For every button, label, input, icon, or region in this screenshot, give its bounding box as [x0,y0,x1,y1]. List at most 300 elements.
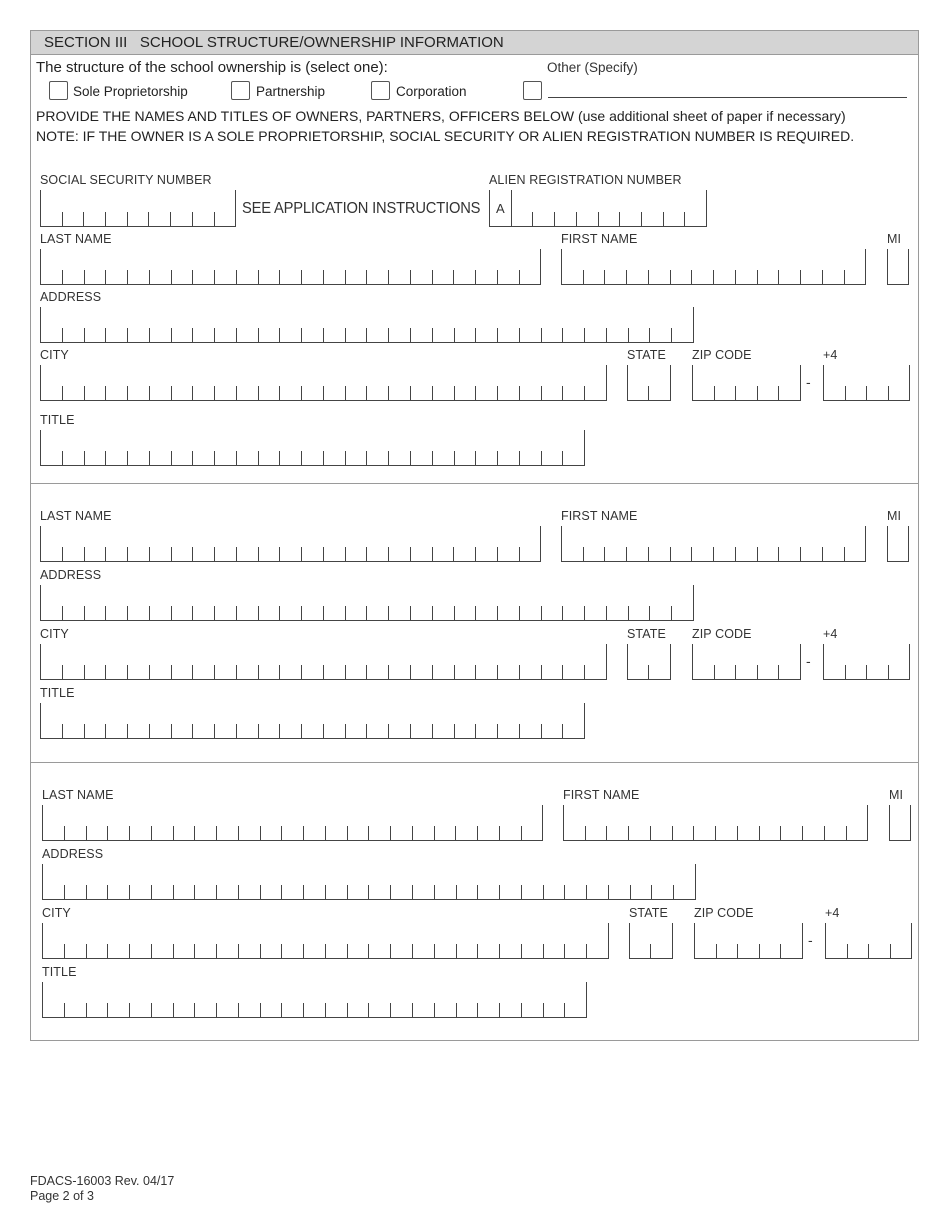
char-box[interactable] [237,644,259,679]
char-box[interactable] [369,923,391,958]
char-box[interactable] [174,805,196,840]
char-box[interactable] [715,365,737,400]
char-box[interactable] [128,307,150,342]
char-box[interactable] [520,644,542,679]
char-box[interactable] [282,805,304,840]
char-box[interactable] [631,864,653,899]
char-box[interactable] [85,703,107,738]
char-box[interactable] [389,430,411,465]
char-box[interactable] [542,430,564,465]
char-box[interactable] [193,430,215,465]
char-box[interactable] [692,249,714,284]
char-box[interactable] [533,190,555,226]
char-box[interactable] [85,526,107,561]
owner1-last-name-input[interactable] [40,249,541,285]
char-box[interactable] [128,703,150,738]
char-box[interactable] [520,703,542,738]
char-box[interactable] [476,365,498,400]
char-box[interactable] [302,585,324,620]
char-box[interactable] [326,923,348,958]
char-box[interactable] [845,526,867,561]
char-box[interactable] [195,864,217,899]
char-box[interactable] [672,307,694,342]
char-box[interactable] [152,864,174,899]
owner1-mi-input[interactable] [887,249,909,285]
char-box[interactable] [758,249,780,284]
char-box[interactable] [435,982,457,1017]
char-box[interactable] [584,249,606,284]
owner1-address-input[interactable] [40,307,694,343]
owner2-state-input[interactable] [627,644,671,680]
char-box[interactable] [259,526,281,561]
char-box[interactable] [84,190,106,226]
char-box[interactable] [172,526,194,561]
char-box[interactable] [172,307,194,342]
char-box[interactable] [282,864,304,899]
char-box[interactable] [150,526,172,561]
char-box[interactable] [587,923,609,958]
char-box[interactable] [544,923,566,958]
char-box[interactable] [389,703,411,738]
char-box[interactable] [85,365,107,400]
char-box[interactable] [779,249,801,284]
char-box[interactable] [215,526,237,561]
char-box[interactable] [302,703,324,738]
char-box[interactable] [522,864,544,899]
char-box[interactable] [563,703,585,738]
char-box[interactable] [607,585,629,620]
char-box[interactable] [642,190,664,226]
corporation-checkbox[interactable] [371,81,390,100]
char-box[interactable] [217,864,239,899]
char-box[interactable] [87,923,109,958]
char-box[interactable] [280,703,302,738]
char-box[interactable] [87,982,109,1017]
char-box[interactable] [587,864,609,899]
char-box[interactable] [346,644,368,679]
char-box[interactable] [478,805,500,840]
char-box[interactable] [564,805,586,840]
char-box[interactable] [193,190,215,226]
char-box[interactable] [389,526,411,561]
char-box[interactable] [389,365,411,400]
char-box[interactable] [259,430,281,465]
char-box[interactable] [87,864,109,899]
char-box[interactable] [455,430,477,465]
char-box[interactable] [692,526,714,561]
char-box[interactable] [389,307,411,342]
owner3-zip-input[interactable] [694,923,803,959]
char-box[interactable] [627,526,649,561]
char-box[interactable] [85,585,107,620]
char-box[interactable] [758,526,780,561]
char-box[interactable] [411,644,433,679]
char-box[interactable] [478,923,500,958]
char-box[interactable] [367,585,389,620]
char-box[interactable] [498,307,520,342]
char-box[interactable] [41,307,63,342]
char-box[interactable] [433,430,455,465]
char-box[interactable] [348,864,370,899]
char-box[interactable] [302,644,324,679]
char-box[interactable] [261,805,283,840]
char-box[interactable] [259,307,281,342]
char-box[interactable] [304,923,326,958]
char-box[interactable] [367,430,389,465]
char-box[interactable] [599,190,621,226]
char-box[interactable] [282,982,304,1017]
char-box[interactable] [63,190,85,226]
char-box[interactable] [455,703,477,738]
char-box[interactable] [172,430,194,465]
char-box[interactable] [478,864,500,899]
char-box[interactable] [174,923,196,958]
char-box[interactable] [391,982,413,1017]
char-box[interactable] [627,249,649,284]
char-box[interactable] [694,805,716,840]
alien-number-input[interactable] [489,190,707,227]
char-box[interactable] [585,644,607,679]
char-box[interactable] [259,585,281,620]
char-box[interactable] [106,190,128,226]
owner3-title-input[interactable] [42,982,587,1018]
char-box[interactable] [130,982,152,1017]
char-box[interactable] [41,430,63,465]
char-box[interactable] [478,982,500,1017]
char-box[interactable] [629,307,651,342]
char-box[interactable] [542,365,564,400]
char-box[interactable] [367,249,389,284]
char-box[interactable] [498,526,520,561]
owner1-plus4-input[interactable] [823,365,910,401]
char-box[interactable] [801,526,823,561]
owner1-city-input[interactable] [40,365,607,401]
char-box[interactable] [348,923,370,958]
char-box[interactable] [65,864,87,899]
char-box[interactable] [542,703,564,738]
char-box[interactable] [562,249,584,284]
other-checkbox[interactable] [523,81,542,100]
char-box[interactable] [563,365,585,400]
owner1-first-name-input[interactable] [561,249,866,285]
char-box[interactable] [498,644,520,679]
owner2-last-name-input[interactable] [40,526,541,562]
char-box[interactable] [736,644,758,679]
char-box[interactable] [195,923,217,958]
char-box[interactable] [522,923,544,958]
char-box[interactable] [585,307,607,342]
char-box[interactable] [43,923,65,958]
char-box[interactable] [714,249,736,284]
char-box[interactable] [63,249,85,284]
char-box[interactable] [433,526,455,561]
char-box[interactable] [542,644,564,679]
char-box[interactable] [389,585,411,620]
char-box[interactable] [671,526,693,561]
char-box[interactable] [801,249,823,284]
char-box[interactable] [193,307,215,342]
char-box[interactable] [41,190,63,226]
char-box[interactable] [498,365,520,400]
char-box[interactable] [128,644,150,679]
char-box[interactable] [261,982,283,1017]
char-box[interactable] [649,365,670,400]
char-box[interactable] [563,585,585,620]
char-box[interactable] [736,526,758,561]
owner2-mi-input[interactable] [887,526,909,562]
char-box[interactable] [824,365,846,400]
char-box[interactable] [520,307,542,342]
char-box[interactable] [454,249,476,284]
char-box[interactable] [454,526,476,561]
char-box[interactable] [150,365,172,400]
char-box[interactable] [193,585,215,620]
char-box[interactable] [193,249,215,284]
char-box[interactable] [41,365,63,400]
char-box[interactable] [367,365,389,400]
char-box[interactable] [649,526,671,561]
char-box[interactable] [346,365,368,400]
owner3-last-name-input[interactable] [42,805,543,841]
char-box[interactable] [367,526,389,561]
char-box[interactable] [215,644,237,679]
char-box[interactable] [41,703,63,738]
char-box[interactable] [193,703,215,738]
char-box[interactable] [498,249,520,284]
owner2-address-input[interactable] [40,585,694,621]
char-box[interactable] [520,526,542,561]
char-box[interactable] [846,644,868,679]
char-box[interactable] [562,526,584,561]
char-box[interactable] [433,644,455,679]
owner1-state-input[interactable] [627,365,671,401]
char-box[interactable] [652,864,674,899]
char-box[interactable] [324,585,346,620]
char-box[interactable] [128,526,150,561]
char-box[interactable] [41,249,63,284]
char-box[interactable] [389,249,411,284]
char-box[interactable] [411,585,433,620]
owner2-city-input[interactable] [40,644,607,680]
char-box[interactable] [629,805,651,840]
char-box[interactable] [128,365,150,400]
char-box[interactable] [280,585,302,620]
char-box[interactable] [476,307,498,342]
char-box[interactable] [779,644,801,679]
char-box[interactable] [130,864,152,899]
char-box[interactable] [346,703,368,738]
char-box[interactable] [324,644,346,679]
char-box[interactable] [824,644,846,679]
char-box[interactable] [456,805,478,840]
char-box[interactable] [195,982,217,1017]
char-box[interactable] [106,249,128,284]
char-box[interactable] [171,190,193,226]
char-box[interactable] [63,526,85,561]
char-box[interactable] [889,644,911,679]
char-box[interactable] [520,365,542,400]
char-box[interactable] [433,249,455,284]
char-box[interactable] [715,644,737,679]
char-box[interactable] [237,703,259,738]
char-box[interactable] [280,526,302,561]
char-box[interactable] [85,430,107,465]
char-box[interactable] [106,644,128,679]
char-box[interactable] [736,365,758,400]
char-box[interactable] [65,982,87,1017]
char-box[interactable] [433,307,455,342]
char-box[interactable] [650,585,672,620]
char-box[interactable] [760,923,782,958]
char-box[interactable] [217,982,239,1017]
char-box[interactable] [585,585,607,620]
char-box[interactable] [128,585,150,620]
char-box[interactable] [500,982,522,1017]
char-box[interactable] [172,249,194,284]
char-box[interactable] [649,644,670,679]
owner3-state-input[interactable] [629,923,673,959]
char-box[interactable] [150,703,172,738]
char-box[interactable] [324,307,346,342]
char-box[interactable] [63,365,85,400]
char-box[interactable] [108,805,130,840]
char-box[interactable] [259,644,281,679]
owner1-zip-input[interactable] [692,365,801,401]
char-box[interactable] [369,805,391,840]
char-box[interactable] [41,644,63,679]
char-box[interactable] [215,307,237,342]
char-box[interactable] [302,249,324,284]
char-box[interactable] [304,982,326,1017]
char-box[interactable] [215,585,237,620]
char-box[interactable] [411,526,433,561]
char-box[interactable] [106,526,128,561]
char-box[interactable] [193,365,215,400]
char-box[interactable] [128,430,150,465]
char-box[interactable] [457,982,479,1017]
char-box[interactable] [476,430,498,465]
char-box[interactable] [781,805,803,840]
char-box[interactable] [476,249,498,284]
char-box[interactable] [391,864,413,899]
char-box[interactable] [628,644,649,679]
char-box[interactable] [693,644,715,679]
char-box[interactable] [544,864,566,899]
char-box[interactable] [565,982,587,1017]
char-box[interactable] [500,864,522,899]
char-box[interactable] [172,703,194,738]
char-box[interactable] [846,365,868,400]
char-box[interactable] [150,644,172,679]
char-box[interactable] [261,864,283,899]
char-box[interactable] [498,585,520,620]
char-box[interactable] [476,585,498,620]
char-box[interactable] [85,644,107,679]
char-box[interactable] [760,805,782,840]
char-box[interactable] [457,864,479,899]
char-box[interactable] [302,430,324,465]
char-box[interactable] [544,982,566,1017]
char-box[interactable] [628,365,649,400]
char-box[interactable] [237,249,259,284]
sole-proprietorship-checkbox[interactable] [49,81,68,100]
char-box[interactable] [106,703,128,738]
char-box[interactable] [367,644,389,679]
char-box[interactable] [738,805,760,840]
char-box[interactable] [584,526,606,561]
char-box[interactable] [867,365,889,400]
char-box[interactable] [457,923,479,958]
char-box[interactable] [605,526,627,561]
char-box[interactable] [555,190,577,226]
char-box[interactable] [128,190,150,226]
char-box[interactable] [261,923,283,958]
ssn-input[interactable] [40,190,236,227]
char-box[interactable] [435,805,457,840]
char-box[interactable] [152,982,174,1017]
char-box[interactable] [215,249,237,284]
char-box[interactable] [586,805,608,840]
char-box[interactable] [174,864,196,899]
char-box[interactable] [324,365,346,400]
char-box[interactable] [888,526,909,561]
char-box[interactable] [237,365,259,400]
char-box[interactable] [215,703,237,738]
char-box[interactable] [890,805,911,840]
char-box[interactable] [685,190,707,226]
char-box[interactable] [563,430,585,465]
char-box[interactable] [172,365,194,400]
char-box[interactable] [174,982,196,1017]
char-box[interactable] [280,430,302,465]
char-box[interactable] [237,430,259,465]
char-box[interactable] [826,923,848,958]
char-box[interactable] [455,644,477,679]
char-box[interactable] [803,805,825,840]
char-box[interactable] [825,805,847,840]
char-box[interactable] [455,585,477,620]
char-box[interactable] [43,982,65,1017]
char-box[interactable] [369,864,391,899]
char-box[interactable] [217,923,239,958]
char-box[interactable] [476,526,498,561]
char-box[interactable] [781,923,803,958]
char-box[interactable] [217,805,239,840]
owner2-zip-input[interactable] [692,644,801,680]
owner2-plus4-input[interactable] [823,644,910,680]
char-box[interactable] [326,864,348,899]
char-box[interactable] [779,526,801,561]
char-box[interactable] [348,805,370,840]
char-box[interactable] [391,805,413,840]
char-box[interactable] [259,249,281,284]
char-box[interactable] [695,923,717,958]
char-box[interactable] [237,585,259,620]
char-box[interactable] [413,864,435,899]
char-box[interactable] [108,923,130,958]
char-box[interactable] [620,190,642,226]
char-box[interactable] [63,430,85,465]
char-box[interactable] [577,190,599,226]
char-box[interactable] [324,430,346,465]
char-box[interactable] [367,703,389,738]
char-box[interactable] [106,307,128,342]
char-box[interactable] [433,585,455,620]
char-box[interactable] [106,430,128,465]
char-box[interactable] [498,703,520,738]
char-box[interactable] [779,365,801,400]
char-box[interactable] [823,526,845,561]
